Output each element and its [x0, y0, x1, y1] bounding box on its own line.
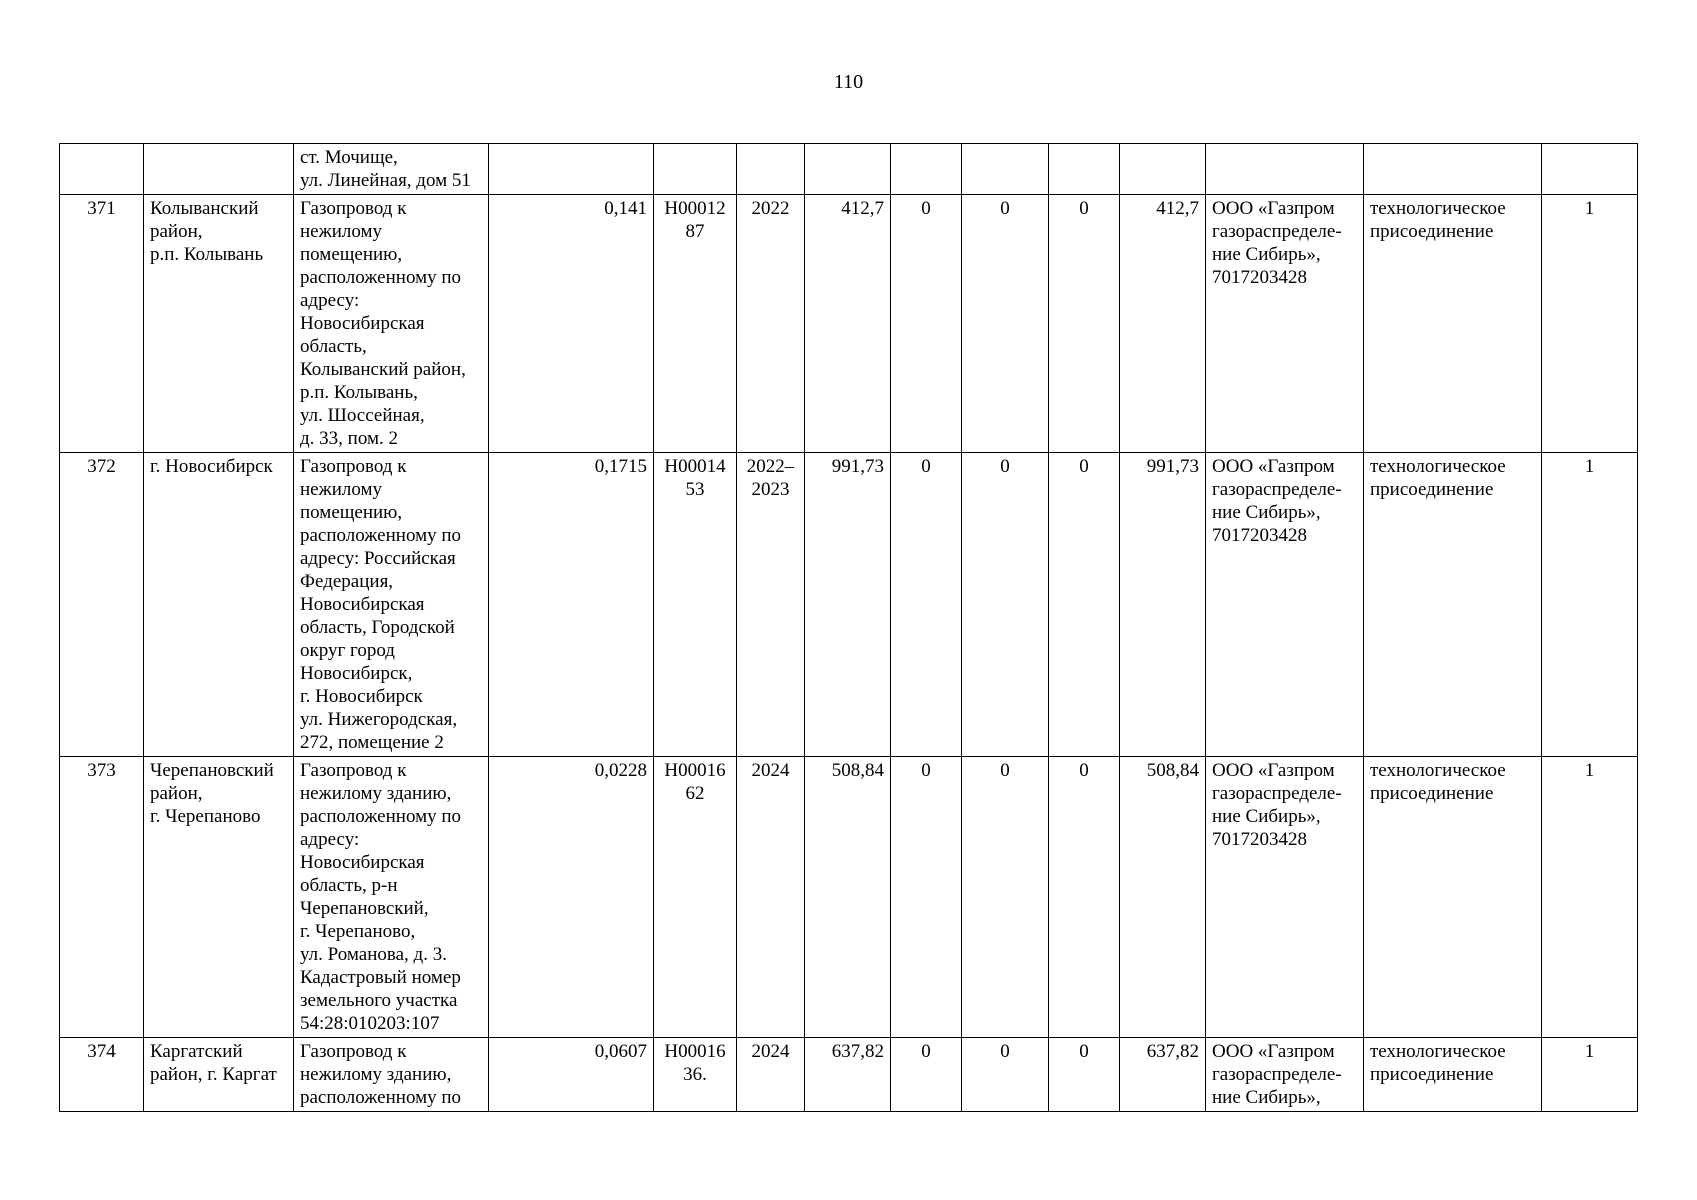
object-code-cell	[654, 453, 737, 757]
value-cell-text: 0	[921, 1041, 931, 1062]
length-cell	[489, 144, 654, 195]
description-cell-line: Новосибирская	[300, 313, 425, 334]
locality-cell-line: Колыванский	[150, 198, 259, 219]
owner-cell	[1206, 144, 1364, 195]
row-number-text: 371	[87, 198, 116, 219]
description-cell-line: Кадастровый номер	[300, 967, 461, 988]
purpose-cell	[1364, 453, 1542, 757]
year-cell-text: 2024	[751, 760, 790, 781]
description-cell-line: Газопровод к	[300, 198, 407, 219]
row-number	[60, 144, 144, 195]
count-cell	[1542, 1038, 1638, 1112]
description-cell-line: Газопровод к	[300, 1041, 407, 1062]
purpose-cell-line: технологическое	[1370, 1041, 1506, 1062]
description-cell-line: нежилому	[300, 479, 383, 500]
purpose-cell	[1364, 144, 1542, 195]
value-cell	[962, 757, 1049, 1038]
cost-cell	[805, 453, 891, 757]
object-code-cell-text: Н0001662	[664, 760, 726, 804]
purpose-cell-line: технологическое	[1370, 760, 1506, 781]
locality-cell-line: район,	[150, 221, 203, 242]
description-cell-line: нежилому зданию,	[300, 1064, 452, 1085]
description-cell-line: земельного участка	[300, 990, 458, 1011]
description-cell-line: расположенному по	[300, 525, 462, 546]
purpose-cell-line: технологическое	[1370, 198, 1506, 219]
owner-cell-line: газораспределе-	[1212, 221, 1342, 242]
cost-cell-text: 637,82	[831, 1041, 884, 1062]
object-code-cell-text: Н0001453	[664, 456, 726, 500]
cost-cell-text: 412,7	[841, 198, 884, 219]
owner-cell-line: газораспределе-	[1212, 783, 1342, 804]
row-number-text: 374	[87, 1041, 116, 1062]
value-cell	[891, 144, 962, 195]
purpose-cell	[1364, 195, 1542, 453]
description-cell-line: область, Городской	[300, 617, 455, 638]
year-cell	[737, 757, 805, 1038]
value-cell-text: 0	[921, 198, 931, 219]
owner-cell	[1206, 757, 1364, 1038]
length-cell	[489, 757, 654, 1038]
description-cell-line: 272, помещение 2	[300, 732, 444, 753]
locality-cell	[144, 1038, 294, 1112]
description-cell-line: Газопровод к	[300, 760, 407, 781]
purpose-cell	[1364, 1038, 1542, 1112]
description-cell-line: ул. Шоссейная,	[300, 405, 425, 426]
owner-cell-line: ООО «Газпром	[1212, 1041, 1335, 1062]
total-cell-text: 991,73	[1146, 456, 1199, 477]
description-cell-line: ул. Линейная, дом 51	[300, 170, 471, 191]
description-cell-line: расположенному по	[300, 806, 462, 827]
value-cell-text: 0	[1079, 456, 1089, 477]
value-cell	[891, 757, 962, 1038]
total-cell-text: 508,84	[1146, 760, 1199, 781]
row-number	[60, 195, 144, 453]
length-cell	[489, 195, 654, 453]
description-cell-line: ст. Мочище,	[300, 147, 398, 168]
year-cell-text: 2022– 2023	[746, 456, 795, 500]
description-cell	[294, 453, 489, 757]
value-cell-text: 0	[1079, 1041, 1089, 1062]
description-cell-line: Газопровод к	[300, 456, 407, 477]
locality-cell-line: Каргатский	[150, 1041, 243, 1062]
owner-cell-line: 7017203428	[1212, 829, 1307, 850]
count-cell	[1542, 144, 1638, 195]
owner-cell-line: 7017203428	[1212, 267, 1307, 288]
register-table	[59, 143, 1638, 1112]
value-cell	[962, 1038, 1049, 1112]
year-cell	[737, 144, 805, 195]
description-cell-line: Черепановский,	[300, 898, 429, 919]
description-cell-line: помещению,	[300, 502, 403, 523]
owner-cell	[1206, 453, 1364, 757]
description-cell-line: адресу:	[300, 290, 360, 311]
purpose-cell	[1364, 757, 1542, 1038]
value-cell-text: 0	[1000, 198, 1010, 219]
purpose-cell-line: технологическое	[1370, 456, 1506, 477]
locality-cell-line: р.п. Колывань	[150, 244, 264, 265]
total-cell	[1120, 1038, 1206, 1112]
object-code-cell	[654, 195, 737, 453]
description-cell-line: адресу:	[300, 829, 360, 850]
purpose-cell-line: присоединение	[1370, 1064, 1494, 1085]
object-code-cell	[654, 144, 737, 195]
locality-cell-line: район, г. Каргат	[150, 1064, 277, 1085]
description-cell-line: помещению,	[300, 244, 403, 265]
description-cell-line: 54:28:010203:107	[300, 1013, 440, 1034]
year-cell	[737, 195, 805, 453]
value-cell	[962, 195, 1049, 453]
description-cell-line: д. 33, пом. 2	[300, 428, 398, 449]
description-cell-line: Новосибирская	[300, 594, 425, 615]
row-number-text: 372	[87, 456, 116, 477]
value-cell-text: 0	[1000, 1041, 1010, 1062]
count-cell	[1542, 757, 1638, 1038]
value-cell-text: 0	[1079, 760, 1089, 781]
year-cell-text: 2024	[751, 1041, 790, 1062]
total-cell-text: 637,82	[1146, 1041, 1199, 1062]
description-cell	[294, 195, 489, 453]
count-cell-text: 1	[1584, 198, 1595, 219]
description-cell-line: адресу: Российская	[300, 548, 456, 569]
count-cell-text: 1	[1584, 456, 1595, 477]
length-cell-text: 0,0228	[594, 760, 647, 781]
description-cell	[294, 144, 489, 195]
value-cell	[1049, 195, 1120, 453]
locality-cell-line: г. Черепаново	[150, 806, 261, 827]
description-cell-line: нежилому	[300, 221, 383, 242]
length-cell-text: 0,141	[604, 198, 647, 219]
value-cell-text: 0	[1000, 456, 1010, 477]
count-cell	[1542, 195, 1638, 453]
table-row	[60, 757, 1638, 1038]
value-cell-text: 0	[1000, 760, 1010, 781]
owner-cell-line: ние Сибирь»,	[1212, 244, 1321, 265]
description-cell-line: расположенному по	[300, 1087, 462, 1108]
locality-cell	[144, 757, 294, 1038]
description-cell-line: округ город	[300, 640, 395, 661]
description-cell-line: область,	[300, 336, 367, 357]
description-cell	[294, 757, 489, 1038]
description-cell-line: р.п. Колывань,	[300, 382, 418, 403]
object-code-cell	[654, 757, 737, 1038]
value-cell-text: 0	[921, 456, 931, 477]
value-cell	[1049, 757, 1120, 1038]
total-cell	[1120, 195, 1206, 453]
table-row	[60, 453, 1638, 757]
locality-cell	[144, 453, 294, 757]
owner-cell-line: ООО «Газпром	[1212, 198, 1335, 219]
purpose-cell-line: присоединение	[1370, 783, 1494, 804]
count-cell	[1542, 453, 1638, 757]
owner-cell	[1206, 1038, 1364, 1112]
object-code-cell-text: Н0001287	[664, 198, 726, 242]
owner-cell-line: ООО «Газпром	[1212, 760, 1335, 781]
table-body	[60, 144, 1638, 1112]
count-cell-text: 1	[1584, 760, 1595, 781]
length-cell-text: 0,1715	[594, 456, 647, 477]
description-cell-line: нежилому зданию,	[300, 783, 452, 804]
description-cell	[294, 1038, 489, 1112]
cost-cell	[805, 1038, 891, 1112]
table-row	[60, 195, 1638, 453]
locality-cell	[144, 195, 294, 453]
object-code-cell-text: Н0001636.	[664, 1041, 726, 1085]
owner-cell	[1206, 195, 1364, 453]
year-cell-text: 2022	[751, 198, 790, 219]
description-cell-line: область, р-н	[300, 875, 398, 896]
description-cell-line: Новосибирск,	[300, 663, 413, 684]
purpose-cell-line: присоединение	[1370, 221, 1494, 242]
count-cell-text: 1	[1584, 1041, 1595, 1062]
row-number-text: 373	[87, 760, 116, 781]
total-cell-text: 412,7	[1156, 198, 1199, 219]
row-number	[60, 1038, 144, 1112]
owner-cell-line: газораспределе-	[1212, 1064, 1342, 1085]
value-cell	[962, 453, 1049, 757]
description-cell-line: расположенному по	[300, 267, 462, 288]
owner-cell-line: 7017203428	[1212, 525, 1307, 546]
row-number	[60, 757, 144, 1038]
cost-cell	[805, 757, 891, 1038]
locality-cell-line: Черепановский	[150, 760, 274, 781]
purpose-cell-line: присоединение	[1370, 479, 1494, 500]
cost-cell	[805, 144, 891, 195]
description-cell-line: г. Новосибирск	[300, 686, 423, 707]
value-cell	[1049, 453, 1120, 757]
total-cell	[1120, 144, 1206, 195]
value-cell-text: 0	[1079, 198, 1089, 219]
value-cell-text: 0	[921, 760, 931, 781]
owner-cell-line: ние Сибирь»,	[1212, 806, 1321, 827]
description-cell-line: Новосибирская	[300, 852, 425, 873]
length-cell	[489, 453, 654, 757]
page-number: 110	[833, 71, 864, 93]
value-cell	[962, 144, 1049, 195]
table-row	[60, 1038, 1638, 1112]
table-row	[60, 144, 1638, 195]
year-cell	[737, 453, 805, 757]
value-cell	[891, 195, 962, 453]
length-cell	[489, 1038, 654, 1112]
owner-cell-line: газораспределе-	[1212, 479, 1342, 500]
locality-cell-line: район,	[150, 783, 203, 804]
cost-cell-text: 508,84	[831, 760, 884, 781]
description-cell-line: Федерация,	[300, 571, 394, 592]
value-cell	[891, 1038, 962, 1112]
owner-cell-line: ние Сибирь»,	[1212, 1087, 1321, 1108]
total-cell	[1120, 453, 1206, 757]
total-cell	[1120, 757, 1206, 1038]
owner-cell-line: ООО «Газпром	[1212, 456, 1335, 477]
cost-cell	[805, 195, 891, 453]
year-cell	[737, 1038, 805, 1112]
description-cell-line: Колыванский район,	[300, 359, 466, 380]
object-code-cell	[654, 1038, 737, 1112]
value-cell	[1049, 1038, 1120, 1112]
description-cell-line: г. Черепаново,	[300, 921, 416, 942]
row-number	[60, 453, 144, 757]
value-cell	[891, 453, 962, 757]
locality-cell	[144, 144, 294, 195]
value-cell	[1049, 144, 1120, 195]
description-cell-line: ул. Нижегородская,	[300, 709, 458, 730]
cost-cell-text: 991,73	[831, 456, 884, 477]
owner-cell-line: ние Сибирь»,	[1212, 502, 1321, 523]
length-cell-text: 0,0607	[594, 1041, 647, 1062]
description-cell-line: ул. Романова, д. 3.	[300, 944, 447, 965]
locality-cell-line: г. Новосибирск	[150, 456, 273, 477]
